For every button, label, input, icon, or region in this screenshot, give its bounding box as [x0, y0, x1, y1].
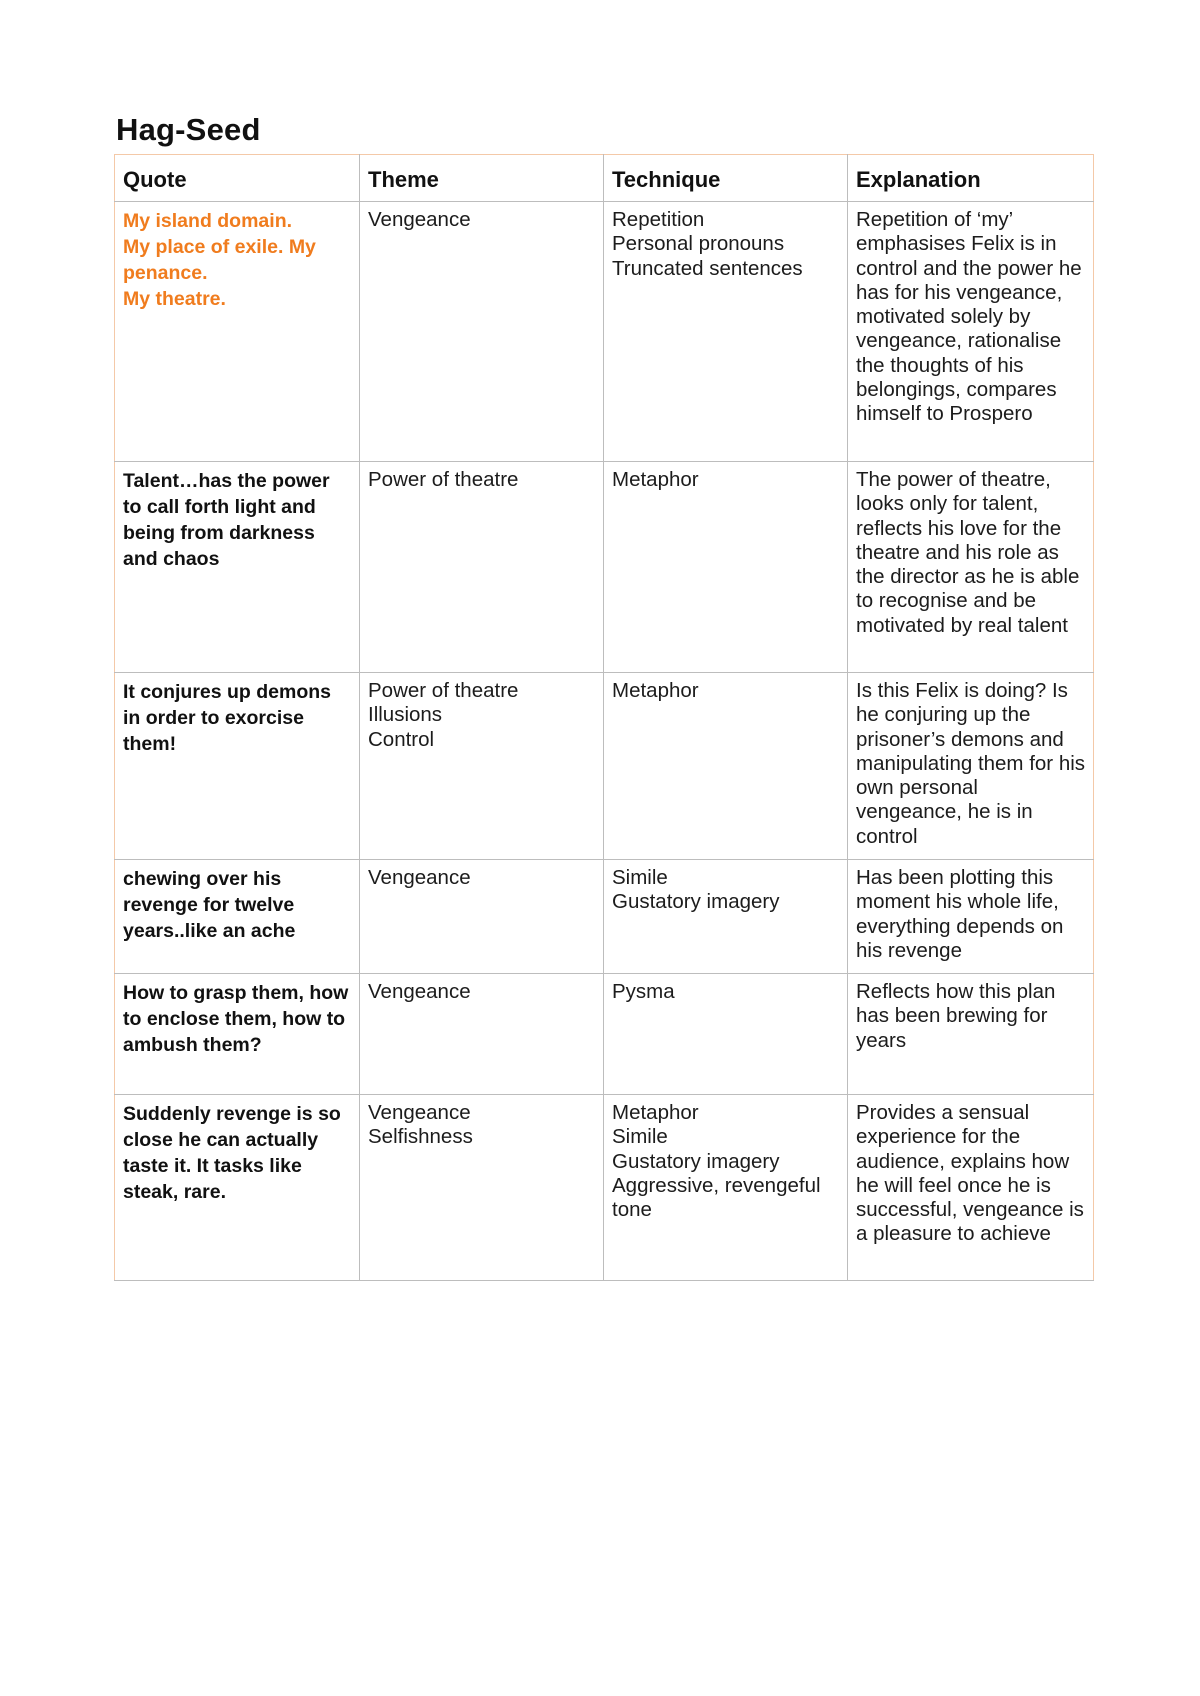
table-row — [115, 1095, 1094, 1281]
quote-cell: How to grasp them, how to enclose them, how to ambush them? — [115, 974, 360, 1095]
explanation-cell: Provides a sensual experience for the audience, explains how he will feel once he is successful, vengeance is a pleasure to achieve — [848, 1095, 1094, 1281]
quote-analysis-table — [114, 154, 1094, 1281]
header-theme: Theme — [360, 155, 604, 202]
quote-cell: chewing over his revenge for twelve years..like an ache — [115, 860, 360, 974]
technique-cell: Metaphor Simile Gustatory imagery Aggressive, revengeful tone — [604, 1095, 848, 1281]
table-row — [115, 462, 1094, 673]
header-quote: Quote — [115, 155, 360, 202]
technique-cell: Repetition Personal pronouns Truncated sentences — [604, 202, 848, 462]
quote-cell: My island domain. My place of exile. My penance. My theatre. — [115, 202, 360, 462]
theme-cell: Vengeance — [360, 202, 604, 462]
page-title: Hag-Seed — [116, 112, 261, 147]
explanation-cell: Reflects how this plan has been brewing for years — [848, 974, 1094, 1095]
explanation-cell: Is this Felix is doing? Is he conjuring up the prisoner’s demons and manipulating them for his own personal vengeance, he is in control — [848, 673, 1094, 860]
table-header-row — [115, 155, 1094, 202]
technique-cell: Simile Gustatory imagery — [604, 860, 848, 974]
header-technique: Technique — [604, 155, 848, 202]
table-row — [115, 673, 1094, 860]
table-row — [115, 860, 1094, 974]
technique-cell: Metaphor — [604, 673, 848, 860]
theme-cell: Vengeance — [360, 974, 604, 1095]
quote-cell: Suddenly revenge is so close he can actually taste it. It tasks like steak, rare. — [115, 1095, 360, 1281]
explanation-cell: Repetition of ‘my’ emphasises Felix is in control and the power he has for his vengeance, motivated solely by vengeance, rationalise the thoughts of his belongings, compares himself to Prospero — [848, 202, 1094, 462]
explanation-cell: Has been plotting this moment his whole life, everything depends on his revenge — [848, 860, 1094, 974]
theme-cell: Vengeance Selfishness — [360, 1095, 604, 1281]
table-row — [115, 202, 1094, 462]
quote-cell: Talent…has the power to call forth light and being from darkness and chaos — [115, 462, 360, 673]
explanation-cell: The power of theatre, looks only for talent, reflects his love for the theatre and his role as the director as he is able to recognise and be motivated by real talent — [848, 462, 1094, 673]
header-explanation: Explanation — [848, 155, 1094, 202]
theme-cell: Power of theatre Illusions Control — [360, 673, 604, 860]
theme-cell: Power of theatre — [360, 462, 604, 673]
theme-cell: Vengeance — [360, 860, 604, 974]
technique-cell: Pysma — [604, 974, 848, 1095]
technique-cell: Metaphor — [604, 462, 848, 673]
quote-cell: It conjures up demons in order to exorcise them! — [115, 673, 360, 860]
table-row — [115, 974, 1094, 1095]
